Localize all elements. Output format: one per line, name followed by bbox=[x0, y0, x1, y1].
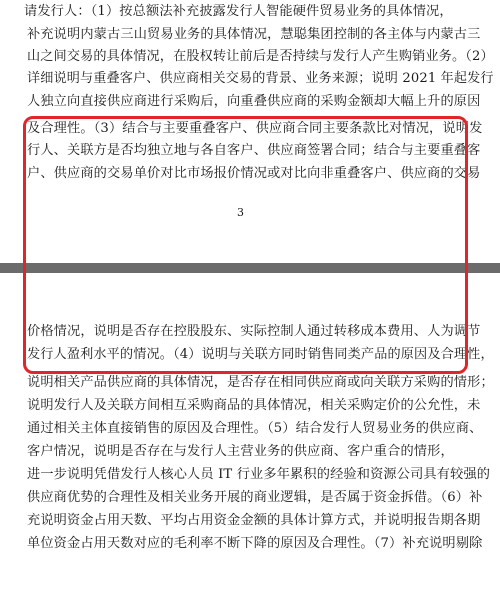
text-line: 进一步说明凭借发行人核心人员 IT 行业多年累积的经验和资源公司具有较强的 bbox=[27, 467, 491, 482]
text-line: 单位资金占用天数对应的毛利率不断下降的原因及合理性。（7）补充说明剔除 bbox=[27, 536, 483, 551]
text-line: 行人、关联方是否均独立地与各自客户、供应商签署合同；结合与主要重叠客 bbox=[27, 143, 481, 158]
text-line: 及合理性。（3）结合与主要重叠客户、供应商合同主要条款比对情况，说明发 bbox=[27, 121, 483, 136]
text-line: 补充说明内蒙古三山贸易业务的具体情况，慧聪集团控制的各主体与内蒙古三 bbox=[27, 27, 481, 42]
text-line: 户、供应商的交易单价对比市场报价情况或对比向非重叠客户、供应商的交易 bbox=[27, 166, 481, 181]
page-separator bbox=[0, 263, 500, 273]
text-line: 通过相关主体直接销售的原因及合理性。（5）结合发行人贸易业务的供应商、 bbox=[27, 421, 483, 436]
text-line: 发行人盈利水平的情况。（4）说明与关联方同时销售同类产品的原因及合理性， bbox=[27, 347, 494, 362]
text-line: 说明相关产品供应商的具体情况，是否存在相同供应商或向关联方采购的情形； bbox=[27, 375, 494, 390]
text-line: 山之间交易的具体情况，在股权转让前后是否持续与发行人产生购销业务。（2） bbox=[27, 49, 494, 64]
text-line: 请发行人：（1）按总额法补充披露发行人智能硬件贸易业务的具体情况， bbox=[24, 4, 453, 19]
text-line: 价格情况，说明是否存在控股股东、实际控制人通过转移成本费用、人为调节 bbox=[27, 324, 481, 339]
text-line: 详细说明与重叠客户、供应商相关交易的背景、业务来源；说明 2021 年起发行 bbox=[27, 71, 494, 86]
page-number: 3 bbox=[237, 206, 244, 219]
text-line: 说明发行人及关联方间相互采购商品的具体情况，相关采购定价的公允性，未 bbox=[27, 398, 481, 413]
text-line: 充说明资金占用天数、平均占用资金金额的具体计算方式，并说明报告期各期 bbox=[27, 513, 481, 528]
text-line: 人独立向直接供应商进行采购后，向重叠供应商的采购金额却大幅上升的原因 bbox=[27, 94, 481, 109]
text-line: 客户情况，说明是否存在与发行人主营业务的供应商、客户重合的情形， bbox=[27, 444, 454, 459]
text-line: 供应商优势的合理性及相关业务开展的商业逻辑，是否属于资金拆借。（6）补 bbox=[27, 490, 483, 505]
